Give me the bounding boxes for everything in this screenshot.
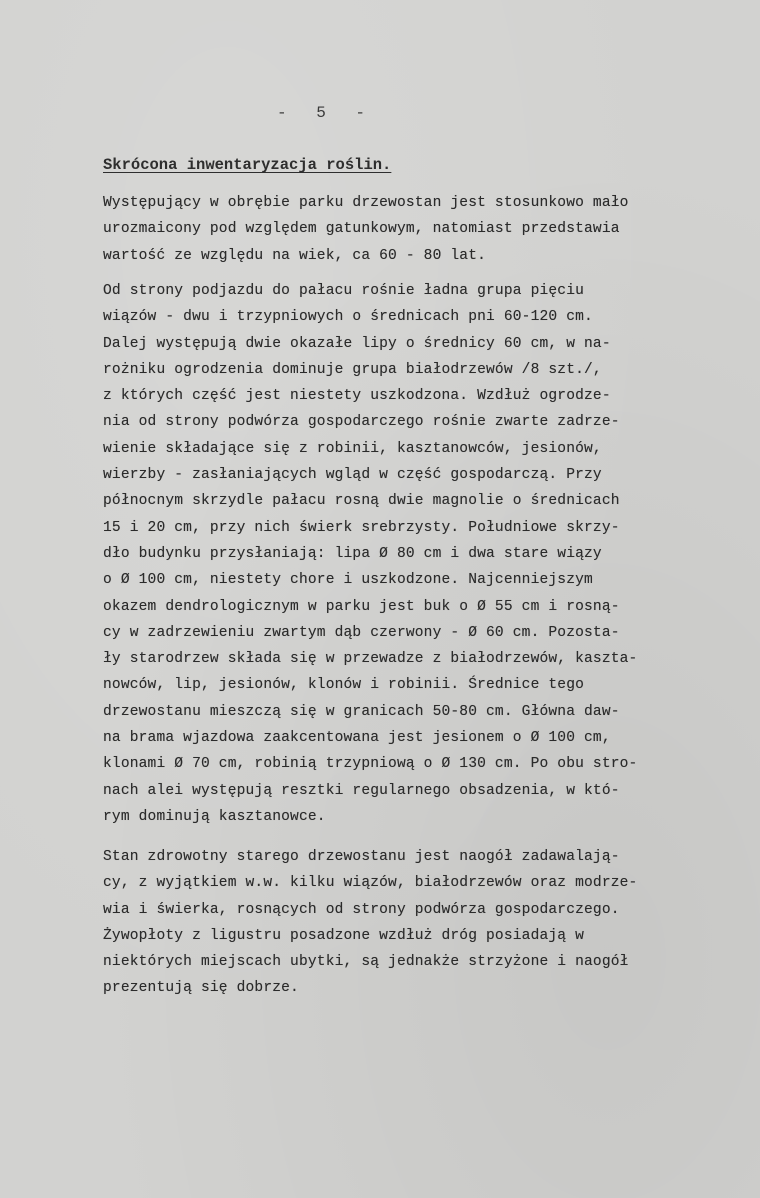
text-line: Żywopłoty z ligustru posadzone wzdłuż dróg posiadają w: [103, 927, 585, 944]
text-line: Dalej występują dwie okazałe lipy o średnicy 60 cm, w na-: [103, 335, 611, 352]
text-line: nia od strony podwórza gospodarczego rośnie zwarte zadrze-: [103, 414, 620, 431]
text-line: Od strony podjazdu do pałacu rośnie ładna grupa pięciu: [103, 283, 585, 299]
text-line: wierzby - zasłaniających wgląd w część gospodarczą. Przy: [103, 467, 602, 484]
text-line: wienie składające się z robinii, kasztanowców, jesionów,: [103, 440, 602, 457]
paragraph-intro: [103, 190, 743, 269]
text-line: z których część jest niestety uszkodzona. Wzdłuż ogrodze-: [103, 388, 611, 405]
text-line: dło budynku przysłaniają: lipa Ø 80 cm i dwa stare wiązy: [103, 545, 602, 562]
text-line: niektórych miejscach ubytki, są jednakże strzyżone i naogół: [103, 954, 629, 971]
text-line: wartość ze względu na wiek, ca 60 - 80 lat.: [103, 247, 487, 264]
text-line: prezentują się dobrze.: [103, 980, 299, 997]
text-line: północnym skrzydle pałacu rosną dwie magnolie o średnicach: [103, 493, 620, 510]
section-heading: [103, 156, 391, 174]
paragraph-description: [103, 278, 743, 830]
text-line: wia i świerka, rosnących od strony podwórza gospodarczego.: [103, 901, 620, 918]
section-heading-text: Skrócona inwentaryzacja roślin.: [103, 156, 392, 174]
text-line: nowców, lip, jesionów, klonów i robinii. Średnice tego: [103, 677, 585, 694]
text-line: wiązów - dwu i trzypniowych o średnicach pni 60-120 cm.: [103, 309, 593, 326]
text-line: 15 i 20 cm, przy nich świerk srebrzysty. Południowe skrzy-: [103, 519, 620, 536]
text-line: nach alei występują resztki regularnego obsadzenia, w któ-: [103, 782, 620, 799]
text-line: klonami Ø 70 cm, robinią trzypniową o Ø 130 cm. Po obu stro-: [103, 756, 638, 773]
text-line: cy w zadrzewieniu zwartym dąb czerwony - Ø 60 cm. Pozosta-: [103, 624, 620, 641]
text-line: cy, z wyjątkiem w.w. kilku wiązów, białodrzewów oraz modrze-: [103, 875, 638, 892]
page-number: - 5 -: [276, 104, 375, 122]
text-line: rym dominują kasztanowce.: [103, 808, 326, 825]
text-line: na brama wjazdowa zaakcentowana jest jesionem o Ø 100 cm,: [103, 730, 611, 747]
text-line: Występujący w obrębie parku drzewostan jest stosunkowo mało: [103, 195, 629, 211]
text-line: Stan zdrowotny starego drzewostanu jest naogół zadawalają-: [103, 849, 620, 865]
text-line: o Ø 100 cm, niestety chore i uszkodzone. Najcenniejszym: [103, 572, 593, 589]
text-line: urozmaicony pod względem gatunkowym, natomiast przedstawia: [103, 221, 620, 238]
text-line: okazem dendrologicznym w parku jest buk o Ø 55 cm i rosną-: [103, 598, 620, 615]
text-line: drzewostanu mieszczą się w granicach 50-80 cm. Główna daw-: [103, 703, 620, 720]
text-line: ły starodrzew składa się w przewadze z białodrzewów, kaszta-: [103, 651, 638, 668]
text-line: rożniku ogrodzenia dominuje grupa białodrzewów /8 szt./,: [103, 361, 602, 378]
paragraph-health: [103, 844, 743, 1002]
